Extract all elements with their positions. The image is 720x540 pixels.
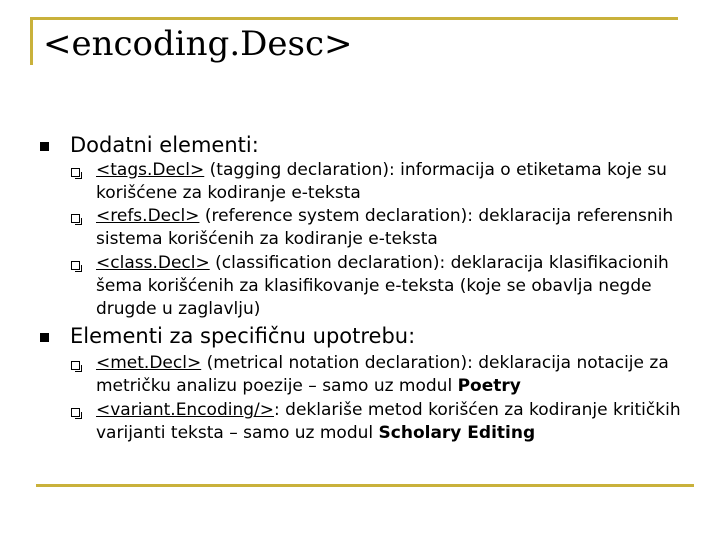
module-name: Scholary Editing — [378, 423, 536, 443]
bullet-hollow-square-icon — [71, 214, 80, 223]
list-item — [96, 399, 692, 445]
bullet-hollow-square-icon — [71, 168, 80, 177]
list-item — [96, 352, 692, 398]
item-text: : deklariše metod korišćen za kodiranje kritičkih varijanti teksta – samo uz modul — [96, 400, 681, 443]
item-text: (classification declaration): deklaracija klasifikacionih šema korišćenih za klasifikovanje e-teksta (koje se obavlja negde drugde u zaglavlju) — [96, 253, 669, 319]
module-name: Poetry — [457, 376, 521, 396]
list-item — [96, 205, 692, 251]
element-tag: <refs.Decl> — [96, 206, 200, 226]
bullet-square-icon — [40, 333, 49, 342]
element-tag: <met.Decl> — [96, 353, 202, 373]
bottom-divider — [36, 484, 694, 487]
item-text: (reference system declaration): deklaracija referensnih sistema korišćenih za kodiranje e-teksta — [96, 206, 674, 249]
section-heading: Dodatni elementi: — [70, 133, 259, 157]
frame-left-line — [30, 17, 33, 65]
item-text: (metrical notation declaration): deklaracija notacije za metričku analizu poezije – samo uz modul — [96, 353, 669, 396]
slide-title: <encoding.Desc> — [43, 24, 353, 64]
element-tag: <variant.Encoding/> — [96, 400, 275, 420]
element-tag: <tags.Decl> — [96, 160, 205, 180]
list-item — [96, 252, 692, 321]
bullet-hollow-square-icon — [71, 361, 80, 370]
element-tag: <class.Decl> — [96, 253, 210, 273]
bullet-square-icon — [40, 142, 49, 151]
bullet-hollow-square-icon — [71, 261, 80, 270]
list-item — [96, 159, 692, 205]
section-heading: Elementi za specifičnu upotrebu: — [70, 324, 416, 348]
item-text: (tagging declaration): informacija o etiketama koje su korišćene za kodiranje e-teksta — [96, 160, 667, 203]
bullet-hollow-square-icon — [71, 408, 80, 417]
frame-top-line — [30, 17, 678, 20]
